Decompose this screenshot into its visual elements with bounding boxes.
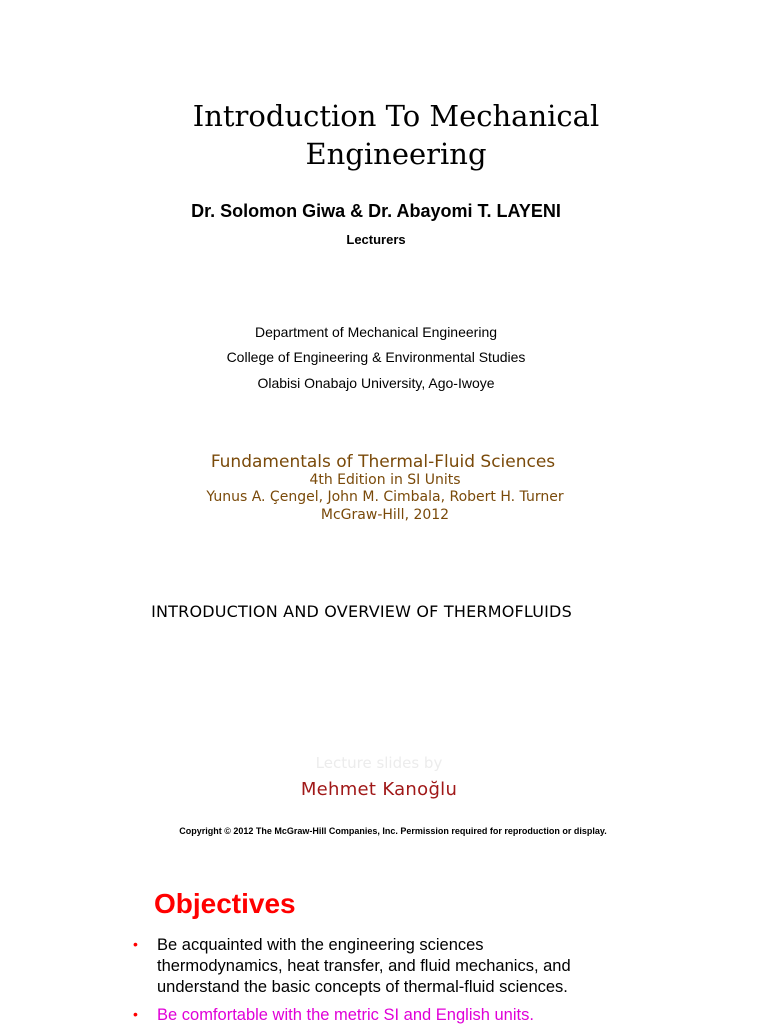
objective-item bbox=[130, 935, 610, 998]
page-title bbox=[150, 97, 642, 173]
objective-text: Be comfortable with the metric SI and English units. bbox=[157, 1006, 534, 1024]
objectives-heading: Objectives bbox=[154, 888, 296, 919]
objective-item bbox=[130, 1005, 610, 1026]
book-authors: Yunus A. Çengel, John M. Cimbala, Robert H. Turner bbox=[206, 489, 564, 505]
university-text: Olabisi Onabajo University, Ago-Iwoye bbox=[257, 375, 495, 391]
chapter-title: INTRODUCTION AND OVERVIEW OF THERMOFLUIDS bbox=[151, 602, 572, 621]
book-publisher: McGraw-Hill, 2012 bbox=[320, 507, 450, 523]
objective-text: Be acquainted with the engineering sciences thermodynamics, heat transfer, and fluid mechanics, and understand the basic concepts of thermal-fluid sciences. bbox=[157, 936, 571, 996]
slides-author: Mehmet Kanoğlu bbox=[300, 779, 458, 800]
department-text: Department of Mechanical Engineering bbox=[254, 324, 498, 340]
bullet-icon: • bbox=[133, 936, 138, 952]
role-label: Lecturers bbox=[346, 232, 406, 247]
title-line-1: Introduction To Mechanical bbox=[192, 99, 600, 133]
authors: Dr. Solomon Giwa & Dr. Abayomi T. LAYENI bbox=[191, 201, 561, 221]
title-line-2: Engineering bbox=[305, 137, 487, 171]
book-edition: 4th Edition in SI Units bbox=[309, 472, 461, 488]
copyright-notice: Copyright © 2012 The McGraw-Hill Companies, Inc. Permission required for reproduction or display. bbox=[179, 826, 607, 836]
bullet-icon: • bbox=[133, 1006, 138, 1022]
college-text: College of Engineering & Environmental Studies bbox=[226, 349, 526, 365]
book-title: Fundamentals of Thermal-Fluid Sciences bbox=[210, 452, 556, 472]
slides-by-label: Lecture slides by bbox=[315, 754, 443, 772]
